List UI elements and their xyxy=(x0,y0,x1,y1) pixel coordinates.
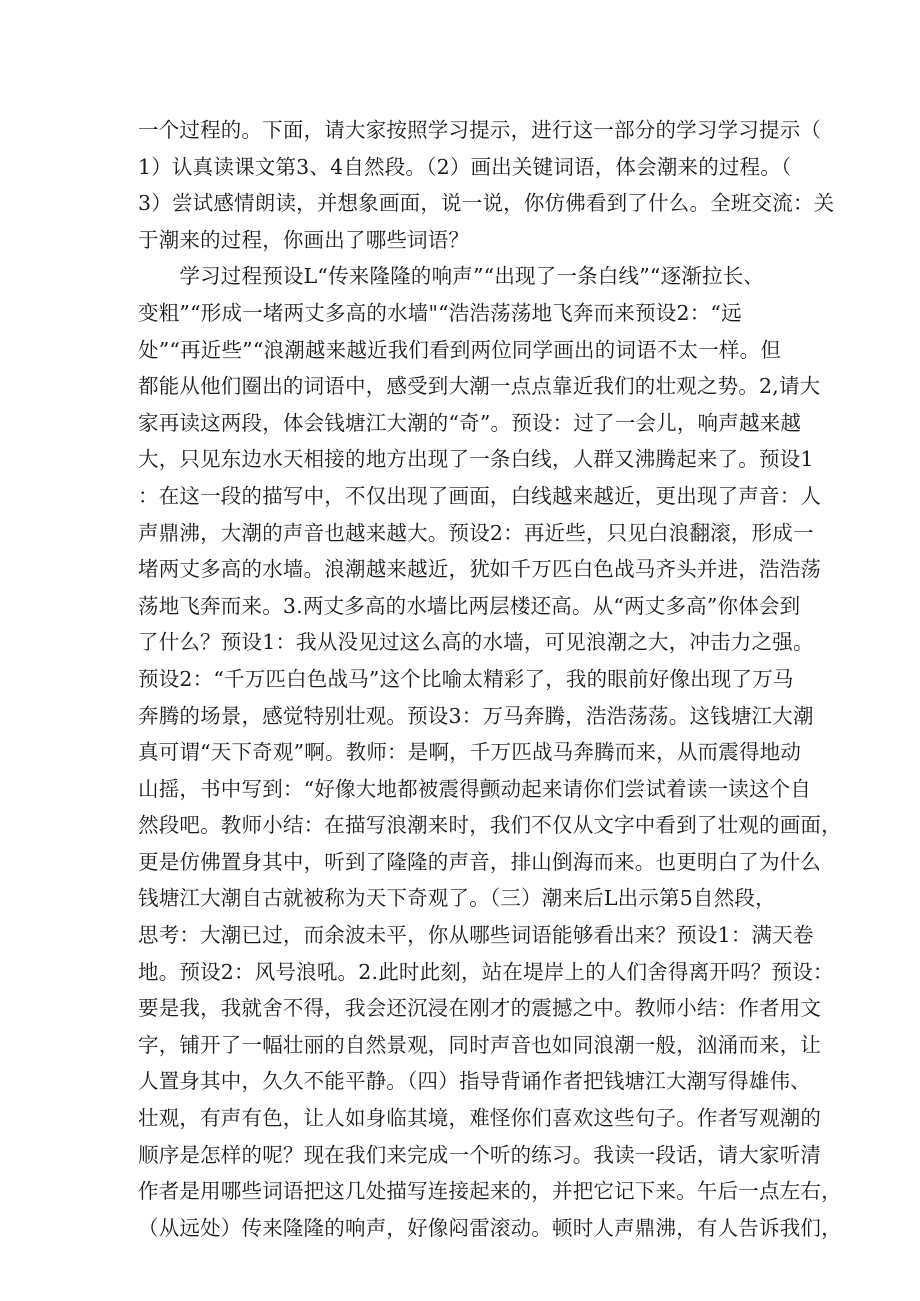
text-line-27: 人置身其中，久久不能平静。（四）指导背诵作者把钱塘江大潮写得雄伟、 xyxy=(138,1069,811,1094)
text-line-24: 地。预设2：风号浪吼。2.此时此刻，站在堤岸上的人们舍得离开吗？预设： xyxy=(138,959,834,984)
text-line-16: 预设2：“千万匹白色战马”这个比喻太精彩了，我的眼前好像出现了万马 xyxy=(138,666,794,691)
text-line-23: 思考：大潮已过，而余波未平，你从哪些词语能够看出来？预设1：满天卷 xyxy=(138,923,814,948)
text-line-2: 1）认真读课文第3、4自然段。（2）画出关键词语，体会潮来的过程。（ xyxy=(138,154,792,179)
text-line-30: 作者是用哪些词语把这几处描写连接起来的，并把它记下来。午后一点左右， xyxy=(138,1179,842,1204)
text-line-28: 壮观，有声有色，让人如身临其境，难怪你们喜欢这些句子。作者写观潮的 xyxy=(138,1106,822,1131)
text-line-17: 奔腾的场景，感觉特别壮观。预设3：万马奔腾，浩浩荡荡。这钱塘江大潮 xyxy=(138,703,814,728)
text-line-3: 3）尝试感情朗读，并想象画面，说一说，你仿佛看到了什么。全班交流：关 xyxy=(138,191,835,216)
text-line-21: 更是仿佛置身其中，听到了隆隆的声音，排山倒海而来。也更明白了为什么 xyxy=(138,849,822,874)
text-line-31: （从远处）传来隆隆的响声，好像闷雷滚动。顿时人声鼎沸，有人告诉我们， xyxy=(138,1215,842,1240)
text-line-10: 大，只见东边水天相接的地方出现了一条白线，人群又沸腾起来了。预设1 xyxy=(138,447,814,472)
text-line-12: 声鼎沸，大潮的声音也越来越大。预设2：再近些，只见白浪翻滚，形成一 xyxy=(138,520,814,545)
text-line-11: ：在这一段的描写中，不仅出现了画面，白线越来越近，更出现了声音：人 xyxy=(138,483,822,508)
document-body xyxy=(138,112,842,1246)
text-line-6: 变粗”“形成一堵两丈多高的水墙"“浩浩荡荡地飞奔而来预设2：“远 xyxy=(138,300,742,325)
text-line-7: 处”“再近些”“浪潮越来越近我们看到两位同学画出的词语不太一样。但 xyxy=(138,337,782,362)
text-line-20: 然段吧。教师小结：在描写浪潮来时，我们不仅从文字中看到了壮观的画面， xyxy=(138,813,842,838)
text-line-26: 字，铺开了一幅壮丽的自然景观，同时声音也如同浪潮一般，汹涌而来，让 xyxy=(138,1032,822,1057)
text-line-29: 顺序是怎样的呢？现在我们来完成一个听的练习。我读一段话，请大家听清 xyxy=(138,1142,822,1167)
text-line-25: 要是我，我就舍不得，我会还沉浸在刚才的震撼之中。教师小结：作者用文 xyxy=(138,996,822,1021)
text-line-18: 真可谓“天下奇观”啊。教师：是啊，千万匹战马奔腾而来，从而震得地动 xyxy=(138,740,802,765)
text-line-4: 于潮来的过程，你画出了哪些词语？ xyxy=(138,227,470,252)
text-line-14: 荡地飞奔而来。3.两丈多高的水墙比两层楼还高。从“两丈多高”你体会到 xyxy=(138,593,801,618)
text-line-9: 家再读这两段，体会钱塘江大潮的“奇”。预设：过了一会儿，响声越来越 xyxy=(138,410,802,435)
text-line-15: 了什么？预设1：我从没见过这么高的水墙，可见浪潮之大，冲击力之强。 xyxy=(138,630,814,655)
text-line-5: 学习过程预设L“传来隆隆的响声”“出现了一条白线”“逐渐拉长、 xyxy=(138,264,765,289)
text-line-19: 山摇，书中写到：“好像大地都被震得颤动起来请你们尝试着读一读这个自 xyxy=(138,776,812,801)
text-line-8: 都能从他们圈出的词语中，感受到大潮一点点靠近我们的壮观之势。2,请大 xyxy=(138,374,821,399)
text-line-22: 钱塘江大潮自古就被称为天下奇观了。（三）潮来后L出示第5自然段， xyxy=(138,886,776,911)
text-line-1: 一个过程的。下面，请大家按照学习提示，进行这一部分的学习学习提示（ xyxy=(138,118,822,142)
text-line-13: 堵两丈多高的水墙。浪潮越来越近，犹如千万匹白色战马齐头并进，浩浩荡 xyxy=(138,557,822,582)
